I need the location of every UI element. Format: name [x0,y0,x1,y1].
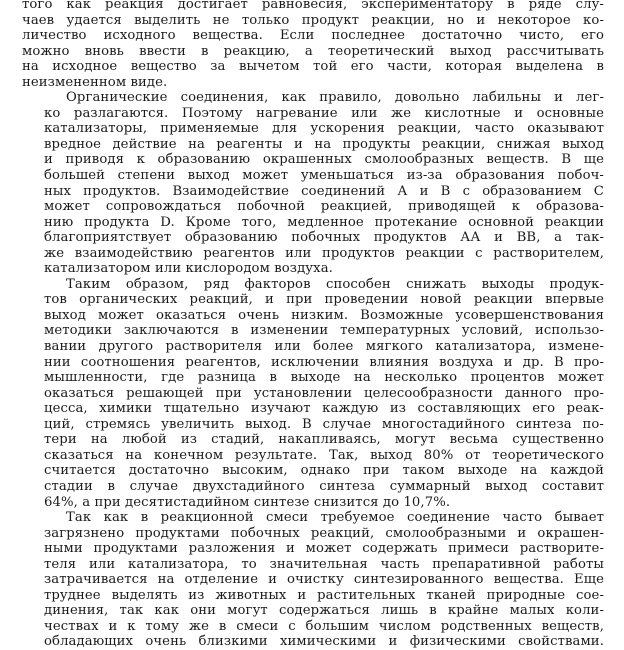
text-line: считается достаточно высоким, однако при таком выходе на каждой [44,463,604,479]
text-line: же взаимодействию реагентов или продуктов реакции с растворителем, [44,245,604,261]
text-line: Таким образом, ряд факторов способен снижать выходы продук- [66,276,604,292]
text-line: чаев удается выделить не только продукт реакции, но и некоторое ко- [22,12,604,28]
text-line: катализатором или кислородом воздуха. [44,261,333,277]
text-line: чествах и к тому же в смеси с большим числом родственных веществ, [44,618,604,634]
text-line: и приводя к образованию окрашенных смолообразных веществ. В ще [44,152,604,168]
text-line: может сопровождаться побочной реакцией, приводящей к образова- [44,199,604,215]
text-line: методики заключаются в изменении температурных условий, использо- [44,323,604,339]
text-line: труднее выделять из животных и растительных тканей природные сое- [44,587,604,603]
text-line: мышленности, где разница в выходе на несколько процентов может [44,370,604,386]
text-line: Органические соединения, как правило, довольно лабильны и лег- [66,90,604,106]
text-line: ко разлагаются. Поэтому нагревание или же кислотные и основные [44,105,604,121]
text-line: благоприятствует образованию побочных продуктов АА и ВВ, а так- [44,230,604,246]
text-line: выход может оказаться очень низким. Возможные усовершенствования [44,307,604,323]
text-line: можно вновь ввести в реакцию, а теоретический выход рассчитывать [22,43,604,59]
paragraph-2 [22,90,604,277]
text-line: загрязнено продуктами побочных реакций, смолообразными и окрашен- [44,525,604,541]
paragraph-1 [22,0,604,90]
text-line: стадии в случае двухстадийного синтеза суммарный выход составит [44,478,604,494]
text-line: 64%, а при десятистадийном синтезе снизится до 10,7%. [44,494,451,510]
text-line: неизмененном виде. [22,74,168,90]
text-line: оказаться решающей при установлении целесообразности данного про- [44,385,604,401]
text-line: нию продукта D. Кроме того, медленное протекание основной реакции [44,214,604,230]
text-line: того как реакция достигает равновесия, экспериментатору в ряде слу- [22,0,604,12]
text-line: тери на любой из стадий, накапливаясь, могут весьма существенно [44,432,604,448]
paragraph-3 [22,277,604,510]
paragraph-4 [22,510,604,650]
text-line: катализаторы, применяемые для ускорения реакции, часто оказывают [44,121,604,137]
text-line: сказаться на конечном результате. Так, выход 80% от теоретического [44,447,604,463]
text-line: ными продуктами разложения и может содержать примеси растворите- [44,541,604,557]
text-line: ций, стремясь увеличить выход. В случае многостадийного синтеза по- [44,416,604,432]
document-page [22,0,604,650]
text-line: личество исходного вещества. Если последнее достаточно чисто, его [22,28,604,44]
text-line: обладающих очень близкими химическими и физическими свойствами. [44,634,604,650]
text-line: теля или катализатора, то значительная часть препаративной работы [44,556,604,572]
text-line: вредное действие на реагенты и на продукты реакции, снижая выход [44,136,604,152]
text-line: на исходное вещество за вычетом той его части, которая выделена в [22,59,604,75]
text-line: нии соотношения реагентов, исключении влияния воздуха и др. В про- [44,354,604,370]
text-line: затрачивается на отделение и очистку синтезированного вещества. Еще [44,572,604,588]
text-line: цесса, химики тщательно изучают каждую из составляющих его реак- [44,401,604,417]
text-line: Так как в реакционной смеси требуемое соединение часто бывает [66,510,604,526]
text-line: тов органических реакций, и при проведении новой реакции впервые [44,292,604,308]
text-line: ных продуктов. Взаимодействие соединений А и В с образованием С [44,183,604,199]
text-line: динения, так как они могут содержаться лишь в крайне малых коли- [44,603,604,619]
text-line: большей степени выход может уменьшаться из-за образования побоч- [44,168,604,184]
text-line: вании другого растворителя или более мягкого катализатора, измене- [44,339,604,355]
